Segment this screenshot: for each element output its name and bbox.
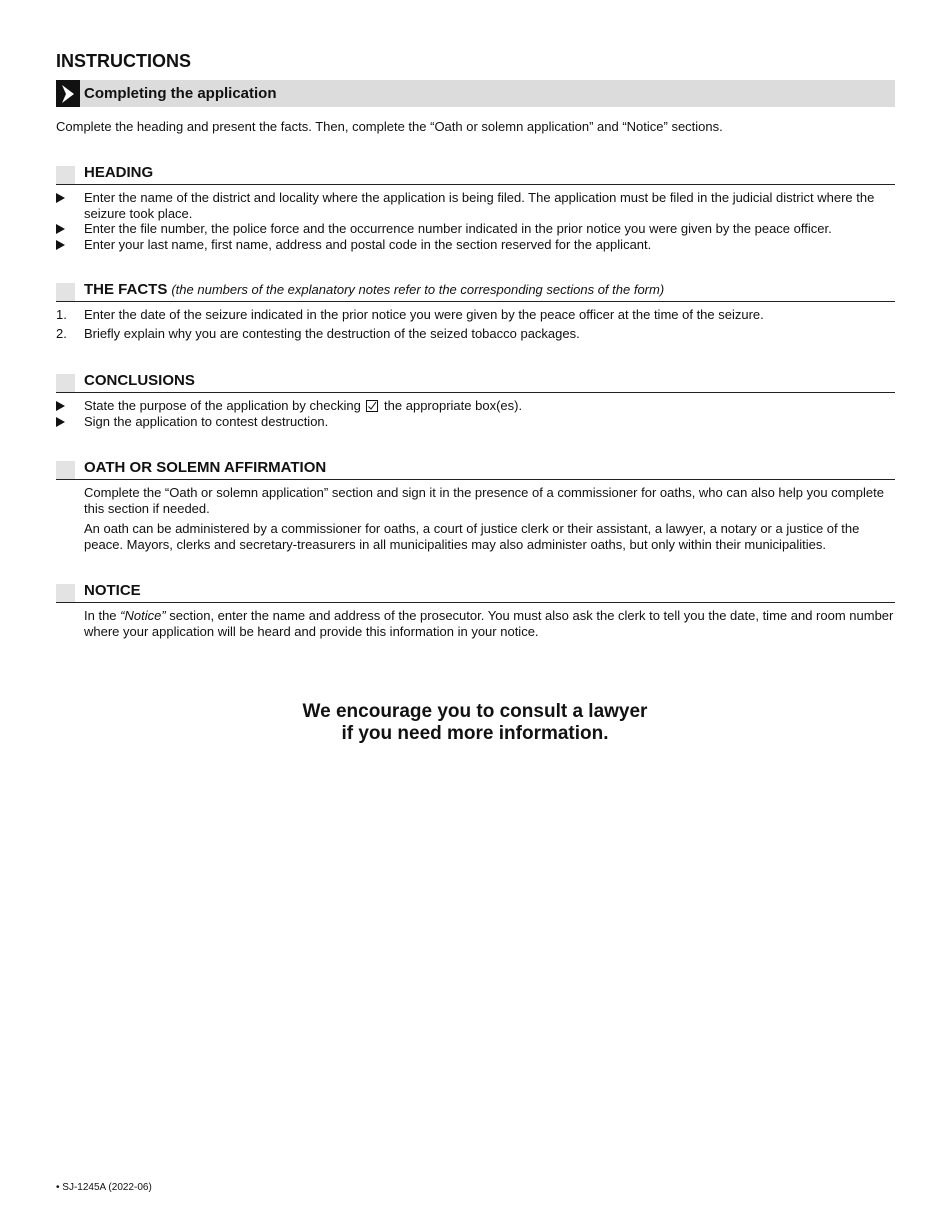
list-item: Enter your last name, first name, address and postal code in the section reserved for the applicant. <box>56 237 895 253</box>
conclusions-section-header <box>56 370 895 393</box>
intro-text: Complete the heading and present the facts. Then, complete the “Oath or solemn application” and “Notice” sections. <box>56 119 723 134</box>
oath-section-header <box>56 457 895 480</box>
notice-paragraph: In the “Notice” section, enter the name and address of the prosecutor. You must also ask the clerk to tell you the date, time and room number where your application will be heard and provide this information in your notice. <box>84 608 894 639</box>
page-title: INSTRUCTIONS <box>56 51 191 71</box>
notice-section-title: NOTICE <box>84 582 141 599</box>
bullet-triangle-icon <box>56 401 65 411</box>
heading-section-title: HEADING <box>84 164 154 181</box>
bullet-triangle-icon <box>56 224 65 234</box>
section-marker-box <box>56 461 75 479</box>
facts-section-subtitle: (the numbers of the explanatory notes refer to the corresponding sections of the form) <box>171 282 665 297</box>
list-item: Enter the name of the district and locality where the application is being filed. The application must be filed in the judicial district where the seizure took place. <box>56 190 895 221</box>
section-marker-box <box>56 283 75 301</box>
list-item: Sign the application to contest destruction. <box>56 414 895 430</box>
instructions-page <box>56 50 895 639</box>
facts-section-title: THE FACTS (the numbers of the explanatory notes refer to the corresponding sections of the form) <box>84 281 665 298</box>
section-marker-box <box>56 584 75 602</box>
banner-label: Completing the application <box>84 85 277 102</box>
section-marker-box <box>56 374 75 392</box>
conclusions-section-title: CONCLUSIONS <box>84 372 195 389</box>
form-code-footer: • SJ-1245A (2022-06) <box>56 1182 152 1193</box>
bullet-triangle-icon <box>56 240 65 250</box>
conclusions-section <box>56 370 895 429</box>
notice-section-header <box>56 580 895 603</box>
facts-section-header <box>56 279 895 302</box>
list-item: Enter the file number, the police force and the occurrence number indicated in the prior notice you were given by the peace officer. <box>56 221 895 237</box>
checkbox-checked-icon <box>366 400 378 412</box>
bullet-triangle-icon <box>56 417 65 427</box>
list-item: State the purpose of the application by checking the appropriate box(es). <box>56 398 895 414</box>
oath-paragraph: An oath can be administered by a commissioner for oaths, a court of justice clerk or their assistant, a lawyer, a notary or a justice of the peace. Mayors, clerks and secretary-treasurers in all municipalities may also administer oaths, but only within their municipalities. <box>84 521 860 552</box>
chevron-right-icon <box>56 80 80 107</box>
oath-paragraph: Complete the “Oath or solemn application” section and sign it in the presence of a commissioner for oaths, who can also help you complete this section if needed. <box>84 485 884 516</box>
bullet-triangle-icon <box>56 193 65 203</box>
closing-message: We encourage you to consult a lawyer if you need more information. <box>302 701 648 744</box>
heading-section-header <box>56 162 895 185</box>
numbered-item: 2. Briefly explain why you are contesting the destruction of the seized tobacco packages. <box>56 325 580 341</box>
oath-section-title: OATH OR SOLEMN AFFIRMATION <box>84 459 327 476</box>
section-marker-box <box>56 166 75 184</box>
section-banner <box>56 80 895 107</box>
heading-section <box>56 162 895 252</box>
oath-section <box>56 457 895 557</box>
numbered-item: 1. Enter the date of the seizure indicated in the prior notice you were given by the peace officer at the time of the seizure. <box>56 307 764 322</box>
facts-section <box>56 279 895 344</box>
notice-section <box>56 580 895 644</box>
